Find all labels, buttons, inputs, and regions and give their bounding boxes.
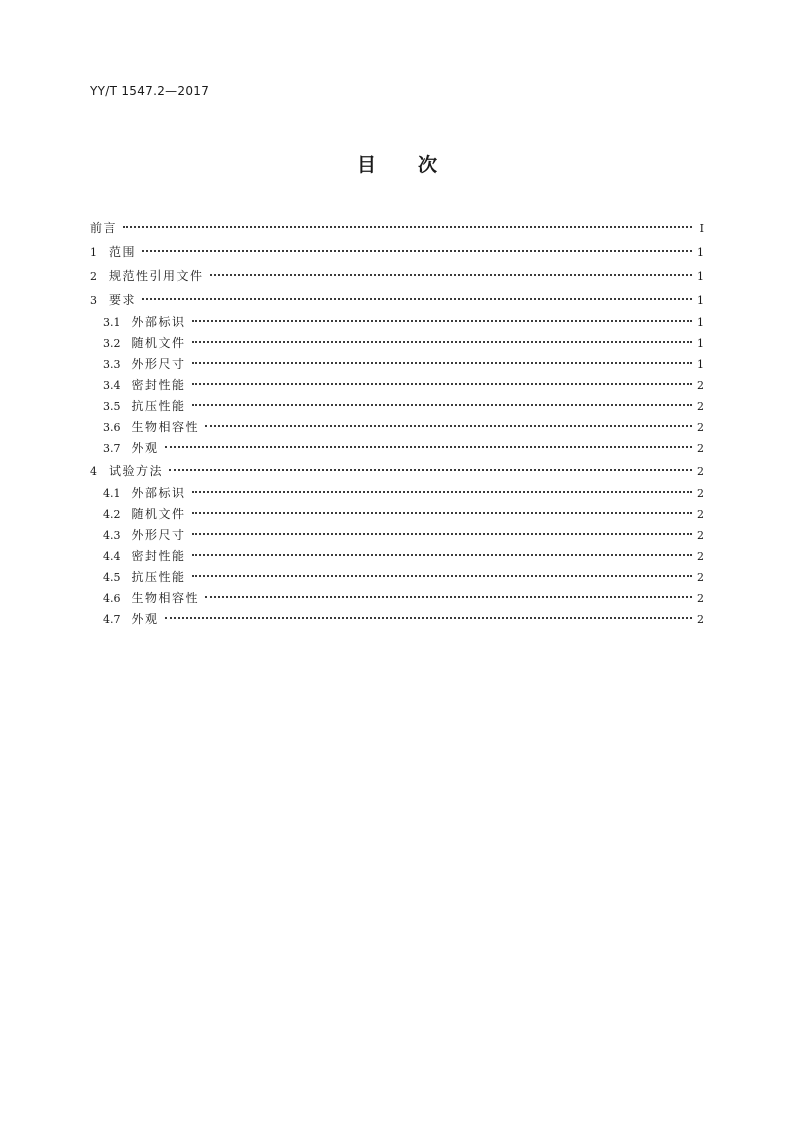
- table-of-contents: [90, 216, 704, 630]
- toc-entry-number: 4.5: [103, 571, 121, 584]
- toc-entry-number: 3.5: [103, 400, 121, 413]
- toc-entry-page: 1: [697, 246, 704, 259]
- toc-entry-number: 3.2: [103, 337, 121, 350]
- dot-leader: [192, 320, 692, 322]
- toc-entry-number: 4.3: [103, 529, 121, 542]
- toc-entry-4-6[interactable]: [90, 588, 704, 609]
- toc-entry-4-3[interactable]: [90, 525, 704, 546]
- dot-leader: [192, 383, 692, 385]
- toc-entry-4-1[interactable]: [90, 483, 704, 504]
- toc-entry-page: 2: [697, 592, 704, 605]
- dot-leader: [192, 404, 692, 406]
- toc-entry-3-3[interactable]: [90, 354, 704, 375]
- toc-entry-page: 2: [697, 421, 704, 434]
- toc-entry-label: 要求: [109, 293, 137, 307]
- toc-entry-page: 1: [697, 358, 704, 371]
- toc-entry-label: 外部标识: [131, 315, 186, 329]
- toc-entry-foreword[interactable]: [90, 216, 704, 240]
- toc-entry-page: 1: [697, 270, 704, 283]
- toc-entry-4-2[interactable]: [90, 504, 704, 525]
- dot-leader: [142, 250, 692, 252]
- toc-entry-label: 外观: [131, 441, 159, 455]
- toc-entry-number: 4: [90, 465, 97, 478]
- dot-leader: [192, 512, 692, 514]
- toc-entry-page: 2: [697, 613, 704, 626]
- toc-entry-1[interactable]: [90, 240, 704, 264]
- toc-entry-3[interactable]: [90, 288, 704, 312]
- toc-entry-number: 4.4: [103, 550, 121, 563]
- toc-entry-page: 1: [697, 294, 704, 307]
- dot-leader: [165, 617, 692, 619]
- toc-entry-page: 2: [697, 465, 704, 478]
- dot-leader: [205, 596, 692, 598]
- toc-entry-number: 2: [90, 270, 97, 283]
- toc-entry-label: 抗压性能: [131, 570, 186, 584]
- toc-entry-number: 3.4: [103, 379, 121, 392]
- toc-entry-label: 密封性能: [131, 378, 186, 392]
- toc-entry-3-5[interactable]: [90, 396, 704, 417]
- toc-entry-number: 3.6: [103, 421, 121, 434]
- toc-entry-number: 3.7: [103, 442, 121, 455]
- toc-entry-label: 外观: [131, 612, 159, 626]
- toc-entry-page: 2: [697, 508, 704, 521]
- toc-entry-page: 2: [697, 550, 704, 563]
- toc-entry-4-5[interactable]: [90, 567, 704, 588]
- toc-entry-label: 密封性能: [131, 549, 186, 563]
- toc-entry-3-2[interactable]: [90, 333, 704, 354]
- toc-entry-label: 生物相容性: [131, 420, 200, 434]
- toc-entry-label: 范围: [109, 245, 137, 259]
- page-title-char-2: 次: [418, 154, 438, 176]
- dot-leader: [165, 446, 692, 448]
- toc-entry-label: 生物相容性: [131, 591, 200, 605]
- toc-entry-number: 4.7: [103, 613, 121, 626]
- toc-entry-label: 试验方法: [109, 464, 164, 478]
- toc-entry-page: 1: [697, 316, 704, 329]
- page-title: [0, 150, 794, 177]
- toc-entry-page: 2: [697, 529, 704, 542]
- toc-entry-3-1[interactable]: [90, 312, 704, 333]
- toc-entry-4[interactable]: [90, 459, 704, 483]
- dot-leader: [192, 362, 692, 364]
- dot-leader: [169, 469, 692, 471]
- toc-entry-label: 外部标识: [131, 486, 186, 500]
- dot-leader: [192, 554, 692, 556]
- toc-entry-page: 2: [697, 442, 704, 455]
- dot-leader: [192, 341, 692, 343]
- dot-leader: [192, 533, 692, 535]
- toc-entry-page: 2: [697, 487, 704, 500]
- toc-entry-number: 3.3: [103, 358, 121, 371]
- toc-entry-3-4[interactable]: [90, 375, 704, 396]
- toc-entry-number: 3: [90, 294, 97, 307]
- dot-leader: [192, 491, 692, 493]
- toc-entry-page: I: [699, 222, 704, 235]
- toc-entry-2[interactable]: [90, 264, 704, 288]
- toc-entry-3-7[interactable]: [90, 438, 704, 459]
- dot-leader: [210, 274, 692, 276]
- toc-entry-3-6[interactable]: [90, 417, 704, 438]
- toc-entry-4-4[interactable]: [90, 546, 704, 567]
- toc-entry-number: 4.2: [103, 508, 121, 521]
- toc-entry-label: 外形尺寸: [131, 357, 186, 371]
- toc-entry-page: 1: [697, 337, 704, 350]
- toc-entry-number: 1: [90, 246, 97, 259]
- page-title-char-1: 目: [356, 154, 376, 176]
- dot-leader: [205, 425, 692, 427]
- dot-leader: [142, 298, 692, 300]
- standard-code: YY/T 1547.2—2017: [90, 84, 210, 98]
- dot-leader: [192, 575, 692, 577]
- toc-entry-number: 4.1: [103, 487, 121, 500]
- toc-entry-number: 4.6: [103, 592, 121, 605]
- toc-entry-page: 2: [697, 400, 704, 413]
- toc-entry-label: 随机文件: [131, 507, 186, 521]
- toc-entry-page: 2: [697, 379, 704, 392]
- toc-entry-label: 随机文件: [131, 336, 186, 350]
- toc-entry-page: 2: [697, 571, 704, 584]
- toc-entry-4-7[interactable]: [90, 609, 704, 630]
- toc-entry-label: 规范性引用文件: [109, 269, 204, 283]
- toc-entry-label: 前言: [90, 221, 118, 235]
- toc-entry-label: 抗压性能: [131, 399, 186, 413]
- toc-entry-label: 外形尺寸: [131, 528, 186, 542]
- dot-leader: [123, 226, 692, 228]
- toc-entry-number: 3.1: [103, 316, 121, 329]
